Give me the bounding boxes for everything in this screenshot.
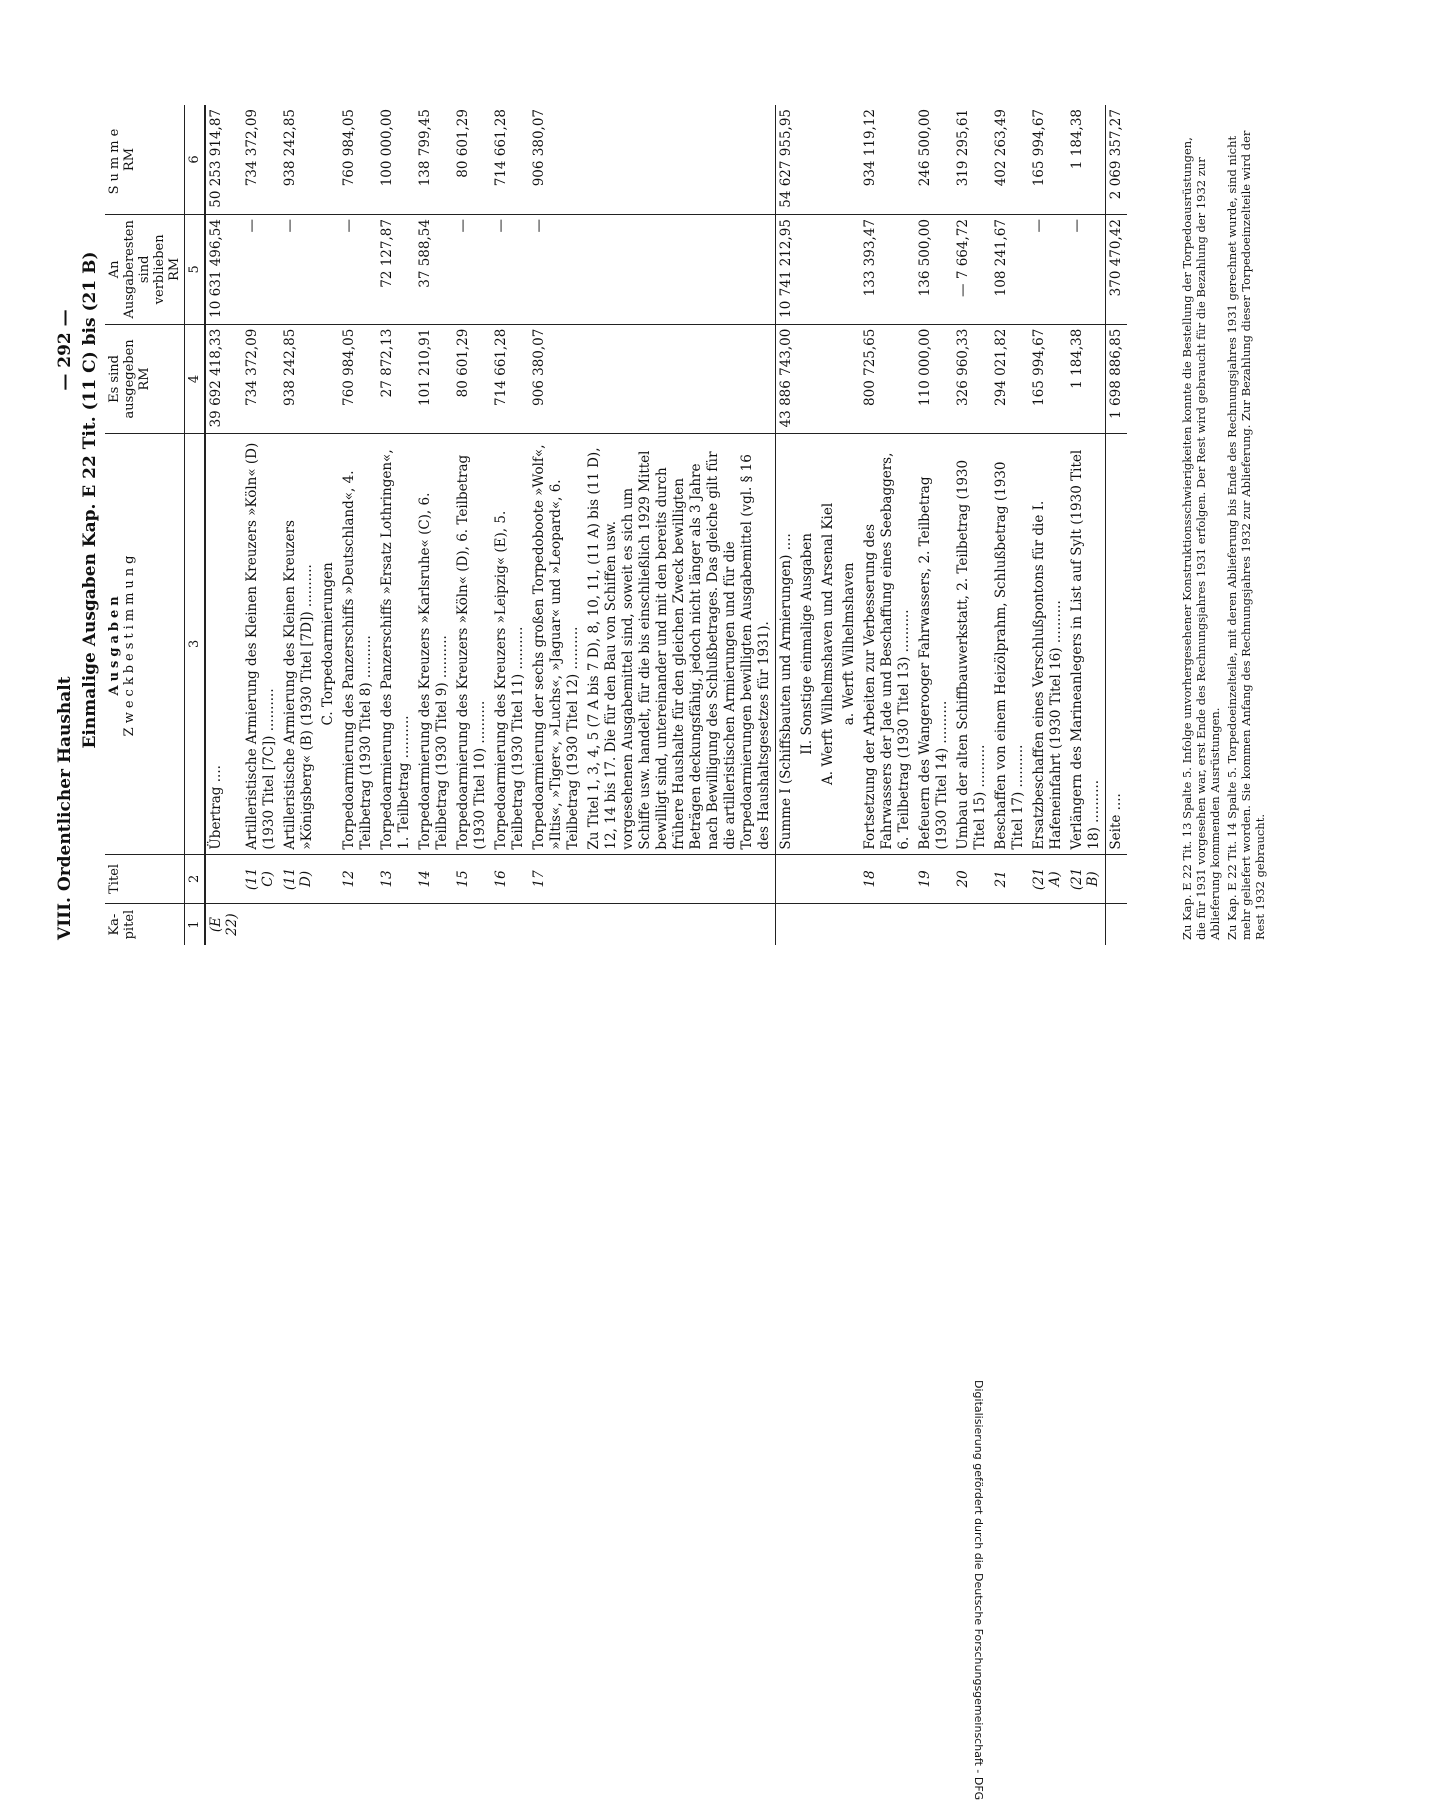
row-ausgegeben: 27 872,13 xyxy=(377,324,415,434)
row-reste: — xyxy=(242,215,280,325)
row-titel xyxy=(318,854,339,904)
row-ausgegeben: 1 184,38 xyxy=(1067,324,1106,434)
table-row xyxy=(415,105,453,945)
row-summe: 1 184,38 xyxy=(1067,105,1106,215)
row-titel: (21 A) xyxy=(1029,854,1067,904)
col-ausgegeben: Es sind ausgegeben RM xyxy=(105,324,185,434)
row-kapitel xyxy=(1067,904,1106,945)
row-titel: 18 xyxy=(860,854,915,904)
row-reste: — xyxy=(453,215,491,325)
row-description: Ersatzbeschaffen eines Verschlußpontons für die I. Hafeneinfahrt (1930 Titel 16) .......... xyxy=(1029,434,1067,854)
table-row xyxy=(860,105,915,945)
row-titel: 14 xyxy=(415,854,453,904)
row-reste xyxy=(584,215,776,325)
table-row xyxy=(453,105,491,945)
row-titel: 20 xyxy=(953,854,991,904)
row-kapitel xyxy=(839,904,860,945)
row-ausgegeben: 906 380,07 xyxy=(529,324,584,434)
row-description: Torpedoarmierung der sechs großen Torpedoboote »Wolf«, »Iltis«, »Tiger«, »Luchs«, »Jaguar« und »Leopard«, 6. Teilbetrag (1930 Titel 12) .......... xyxy=(529,434,584,854)
row-ausgegeben xyxy=(584,324,776,434)
row-description: Artilleristische Armierung des Kleinen Kreuzers »Königsberg« (B) (1930 Titel [7D]) .......... xyxy=(280,434,318,854)
row-description: Torpedoarmierung des Kreuzers »Leipzig« (E), 5. Teilbetrag (1930 Titel 11) .......... xyxy=(491,434,529,854)
table-row xyxy=(818,105,839,945)
row-kapitel xyxy=(991,904,1029,945)
row-summe: 402 263,49 xyxy=(991,105,1029,215)
footnotes xyxy=(1180,120,1270,940)
row-kapitel xyxy=(280,904,318,945)
row-titel xyxy=(776,854,798,904)
row-reste: 108 241,67 xyxy=(991,215,1029,325)
row-titel xyxy=(1106,854,1128,904)
col-summe: Summe RM xyxy=(105,105,185,215)
row-description: C. Torpedoarmierungen xyxy=(318,434,339,854)
row-summe xyxy=(797,105,818,215)
row-summe: 165 994,67 xyxy=(1029,105,1067,215)
column-number-row: 1 2 3 4 5 6 xyxy=(185,105,206,945)
row-summe xyxy=(818,105,839,215)
row-description: Umbau der alten Schiffbauwerkstatt, 2. Teilbetrag (1930 Titel 15) .......... xyxy=(953,434,991,854)
col-titel: Titel xyxy=(105,854,185,904)
footnote-right: Zu Kap. E 22 Tit. 14 Spalte 5. Torpedoeinzelteile, mit deren Ablieferung bis Ende des Rechnungsjahres 1931 gerechnet wurde, sind nicht mehr geliefert worden. Sie kommen Anfang des Rechnungsjahres 1932 zur Ablieferung. Zur Bezahlung dieser Torpedoeinzelteile wird der Rest 1932 gebraucht. xyxy=(1225,130,1267,940)
row-summe: 246 500,00 xyxy=(915,105,953,215)
row-titel xyxy=(584,854,776,904)
row-kapitel xyxy=(491,904,529,945)
table-row xyxy=(1067,105,1106,945)
row-reste: 72 127,87 xyxy=(377,215,415,325)
row-reste: — xyxy=(529,215,584,325)
row-description: Übertrag .... xyxy=(205,434,242,854)
table-row xyxy=(280,105,318,945)
row-reste: 10 741 212,95 xyxy=(776,215,798,325)
row-kapitel xyxy=(860,904,915,945)
row-reste: 370 470,42 xyxy=(1106,215,1128,325)
row-description: Summe I (Schiffsbauten und Armierungen) .... xyxy=(776,434,798,854)
row-description: Torpedoarmierung des Kreuzers »Karlsruhe« (C), 6. Teilbetrag (1930 Titel 9) .......... xyxy=(415,434,453,854)
table-row xyxy=(529,105,584,945)
row-description: a. Werft Wilhelmshaven xyxy=(839,434,860,854)
row-summe: 319 295,61 xyxy=(953,105,991,215)
page-subtitle: Einmalige Ausgaben Kap. E 22 Tit. (11 C) bis (21 B) xyxy=(80,251,100,749)
row-ausgegeben: 39 692 418,33 xyxy=(205,324,242,434)
row-kapitel xyxy=(915,904,953,945)
row-description: Torpedoarmierung des Panzerschiffs »Deutschland«, 4. Teilbetrag (1930 Titel 8) .......... xyxy=(339,434,377,854)
footnote-left: Zu Kap. E 22 Tit. 13 Spalte 5. Infolge unvorhergesehener Konstruktionsschwierigkeiten konnte die Bestellung der Torpedoausrüstungen, die für 1931 vorgesehen war, erst Ende des Rechnungsjahres 1931 erfolgen. Der Rest wird gebraucht für die Bezahlung der 1932 zur Ablieferung kommenden Ausrüstungen. xyxy=(1180,137,1222,940)
row-ausgegeben: 294 021,82 xyxy=(991,324,1029,434)
row-kapitel xyxy=(584,904,776,945)
row-titel: 12 xyxy=(339,854,377,904)
row-description: Zu Titel 1, 3, 4, 5 (7 A bis 7 D), 8, 10, 11, (11 A) bis (11 D), 12, 14 bis 17. Die für den Bau von Schiffen usw. vorgesehenen Ausgabemittel sind, soweit es sich um Schiffe usw. handelt, für die bis einschließlich 1929 Mittel bewilligt sind, untereinander und mit den bereits durch frühere Haushalte für den gleichen Zweck bewilligten Beträgen deckungsfähig, jedoch nicht länger als 3 Jahre nach Bewilligung des Schlußbetrages. Das gleiche gilt für die artilleristischen Armierungen und für die Torpedoarmierungen bewilligten Ausgabemittel (vgl. § 16 des Haushaltsgesetzes für 1931). xyxy=(584,434,776,854)
table-row xyxy=(339,105,377,945)
row-description: Torpedoarmierung des Panzerschiffs »Ersatz Lothringen«, 1. Teilbetrag .......... xyxy=(377,434,415,854)
row-kapitel: (E 22) xyxy=(208,913,240,936)
row-description: Beschaffen von einem Heizölprahm, Schlußbetrag (1930 Titel 17) .......... xyxy=(991,434,1029,854)
row-summe: 714 661,28 xyxy=(491,105,529,215)
row-titel xyxy=(839,854,860,904)
row-reste: 10 631 496,54 xyxy=(205,215,242,325)
row-titel xyxy=(818,854,839,904)
row-summe: 938 242,85 xyxy=(280,105,318,215)
row-description: A. Werft Wilhelmshaven und Arsenal Kiel xyxy=(818,434,839,854)
col-ausgaben: Ausgaben Zweckbestimmung xyxy=(105,434,185,854)
row-ausgegeben: 714 661,28 xyxy=(491,324,529,434)
row-kapitel xyxy=(1106,904,1128,945)
row-summe xyxy=(839,105,860,215)
row-kapitel xyxy=(797,904,818,945)
row-ausgegeben: 101 210,91 xyxy=(415,324,453,434)
row-summe: 50 253 914,87 xyxy=(205,105,242,215)
table-row xyxy=(797,105,818,945)
row-kapitel xyxy=(529,904,584,945)
row-kapitel xyxy=(1029,904,1067,945)
row-ausgegeben: 800 725,65 xyxy=(860,324,915,434)
row-summe: 906 380,07 xyxy=(529,105,584,215)
row-titel xyxy=(797,854,818,904)
row-kapitel xyxy=(818,904,839,945)
row-reste xyxy=(818,215,839,325)
row-kapitel xyxy=(339,904,377,945)
row-ausgegeben: 165 994,67 xyxy=(1029,324,1067,434)
row-reste: — xyxy=(280,215,318,325)
dfg-credit: Digitalisierung gefördert durch die Deutsche Forschungsgemeinschaft - DFG xyxy=(972,1380,985,1800)
row-kapitel xyxy=(776,904,798,945)
table-row xyxy=(1106,105,1128,945)
table-row xyxy=(377,105,415,945)
row-titel: 17 xyxy=(529,854,584,904)
row-kapitel xyxy=(453,904,491,945)
row-kapitel xyxy=(953,904,991,945)
row-kapitel xyxy=(377,904,415,945)
table-row xyxy=(953,105,991,945)
row-reste xyxy=(318,215,339,325)
row-titel: 13 xyxy=(377,854,415,904)
table-row xyxy=(915,105,953,945)
page-number: — 292 — xyxy=(55,309,75,391)
row-description: Verlängern des Marineanlegers in List auf Sylt (1930 Titel 18) .......... xyxy=(1067,434,1106,854)
row-summe: 138 799,45 xyxy=(415,105,453,215)
table-row xyxy=(318,105,339,945)
row-reste: — xyxy=(491,215,529,325)
row-summe: 100 000,00 xyxy=(377,105,415,215)
row-reste: 136 500,00 xyxy=(915,215,953,325)
row-kapitel xyxy=(415,904,453,945)
row-ausgegeben: 43 886 743,00 xyxy=(776,324,798,434)
row-reste: — 7 664,72 xyxy=(953,215,991,325)
row-titel: (21 B) xyxy=(1067,854,1106,904)
header-left: VIII. Ordentlicher Haushalt xyxy=(55,676,75,940)
table-row xyxy=(205,105,242,945)
table-row xyxy=(991,105,1029,945)
row-description: II. Sonstige einmalige Ausgaben xyxy=(797,434,818,854)
row-reste: — xyxy=(1067,215,1106,325)
row-ausgegeben xyxy=(839,324,860,434)
row-ausgegeben: 110 000,00 xyxy=(915,324,953,434)
row-ausgegeben xyxy=(818,324,839,434)
row-kapitel xyxy=(318,904,339,945)
table-row xyxy=(839,105,860,945)
row-reste: — xyxy=(339,215,377,325)
row-description: Torpedoarmierung des Kreuzers »Köln« (D), 6. Teilbetrag (1930 Titel 10) .......... xyxy=(453,434,491,854)
row-reste xyxy=(839,215,860,325)
row-description: Fortsetzung der Arbeiten zur Verbesserung des Fahrwassers der Jade und Beschaffung eines Seebaggers, 6. Teilbetrag (1930 Titel 13) .......... xyxy=(860,434,915,854)
table-header-row xyxy=(105,105,185,945)
row-ausgegeben: 734 372,09 xyxy=(242,324,280,434)
table-row xyxy=(584,105,776,945)
row-titel: 15 xyxy=(453,854,491,904)
row-summe: 734 372,09 xyxy=(242,105,280,215)
row-ausgegeben xyxy=(797,324,818,434)
row-reste: 133 393,47 xyxy=(860,215,915,325)
row-titel: (11 D) xyxy=(280,854,318,904)
row-ausgegeben: 938 242,85 xyxy=(280,324,318,434)
row-description: Seite .... xyxy=(1106,434,1128,854)
row-ausgegeben: 326 960,33 xyxy=(953,324,991,434)
row-ausgegeben xyxy=(318,324,339,434)
table-row xyxy=(776,105,798,945)
table-body xyxy=(205,105,1127,945)
row-titel: (11 C) xyxy=(242,854,280,904)
row-ausgegeben: 80 601,29 xyxy=(453,324,491,434)
table-row xyxy=(242,105,280,945)
row-summe: 760 984,05 xyxy=(339,105,377,215)
row-summe: 80 601,29 xyxy=(453,105,491,215)
row-titel: 16 xyxy=(491,854,529,904)
budget-table xyxy=(105,105,1127,945)
col-reste: An Ausgaberesten sind verblieben RM xyxy=(105,215,185,325)
row-kapitel xyxy=(242,904,280,945)
row-ausgegeben: 760 984,05 xyxy=(339,324,377,434)
row-reste: — xyxy=(1029,215,1067,325)
row-summe: 54 627 955,95 xyxy=(776,105,798,215)
row-titel: 19 xyxy=(915,854,953,904)
row-ausgegeben: 1 698 886,85 xyxy=(1106,324,1128,434)
row-reste xyxy=(797,215,818,325)
table-row xyxy=(491,105,529,945)
row-titel xyxy=(205,854,242,904)
row-description: Artilleristische Armierung des Kleinen Kreuzers »Köln« (D) (1930 Titel [7C]) .......... xyxy=(242,434,280,854)
row-summe xyxy=(584,105,776,215)
table-row xyxy=(1029,105,1067,945)
row-summe xyxy=(318,105,339,215)
row-reste: 37 588,54 xyxy=(415,215,453,325)
col-kapitel: Ka-pitel xyxy=(105,904,185,945)
row-titel: 21 xyxy=(991,854,1029,904)
row-summe: 2 069 357,27 xyxy=(1106,105,1128,215)
row-summe: 934 119,12 xyxy=(860,105,915,215)
row-description: Befeuern des Wangerooger Fahrwassers, 2. Teilbetrag (1930 Titel 14) .......... xyxy=(915,434,953,854)
